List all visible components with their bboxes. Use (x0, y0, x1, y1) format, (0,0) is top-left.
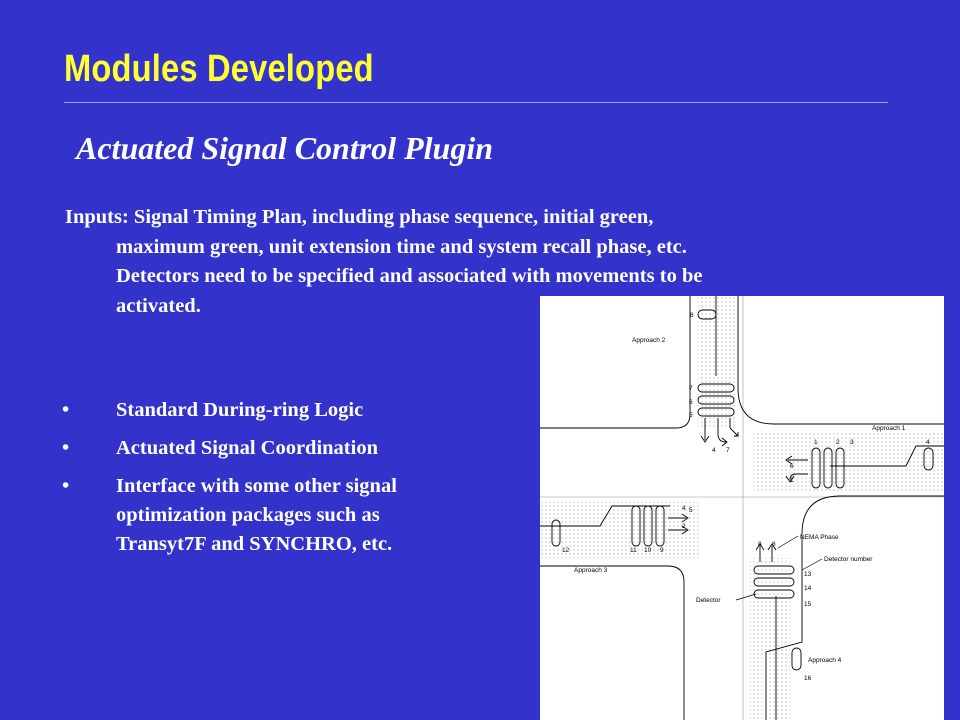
bullet-dot: • (62, 399, 70, 421)
title-divider (64, 102, 888, 103)
number-label: 7 (726, 447, 730, 454)
number-label: 7 (689, 385, 693, 392)
number-label: 8 (772, 541, 776, 548)
approach-1-label: Approach 1 (872, 425, 906, 432)
approach-2-label: Approach 2 (632, 337, 666, 344)
slide-title: Modules Developed (64, 48, 374, 90)
intersection-diagram (540, 296, 944, 720)
list-item (62, 434, 397, 463)
bullet-text: Standard During-ring Logic (116, 399, 364, 421)
curb-nw (540, 296, 690, 428)
number-label: 10 (644, 547, 652, 554)
inputs-line: maximum green, unit extension time and system recall phase, etc. (116, 235, 687, 258)
number-label: 5 (689, 412, 693, 419)
number-label: 4 (926, 439, 930, 446)
number-label: 15 (804, 601, 812, 608)
number-label: 4 (712, 447, 716, 454)
number-label: 11 (630, 547, 637, 554)
nema-phase-label: NEMA Phase (800, 534, 839, 541)
approach-3-label: Approach 3 (574, 567, 608, 574)
number-label: 8 (690, 312, 694, 319)
bullet-text: optimization packages such as (116, 504, 380, 526)
number-label: 13 (804, 571, 812, 578)
nema-phase-leader (778, 536, 798, 548)
curb-se (766, 496, 944, 720)
number-label: 9 (660, 547, 664, 554)
feature-list (62, 396, 397, 568)
detector-number-label: Detector number (824, 556, 873, 563)
bullet-text: Transyt7F and SYNCHRO, etc. (116, 533, 393, 555)
bullet-text: Actuated Signal Coordination (116, 437, 378, 459)
number-label: 8 (758, 541, 762, 548)
bullet-dot: • (62, 437, 70, 459)
bullet-dot: • (62, 475, 70, 497)
lane-dots-east (754, 432, 944, 492)
number-label: 2 (682, 523, 686, 530)
number-label: 4 (682, 505, 686, 512)
detector-loop (792, 648, 801, 670)
inputs-line: Inputs: Signal Timing Plan, including phase sequence, initial green, (65, 206, 654, 228)
slide-subtitle: Actuated Signal Control Plugin (76, 130, 493, 166)
number-label: 6 (790, 463, 794, 470)
number-label: 16 (804, 675, 812, 682)
list-item (62, 396, 397, 425)
detector-number-leader (802, 559, 822, 570)
number-label: 14 (804, 585, 812, 592)
curb-ne (738, 296, 944, 424)
number-label: 6 (689, 399, 693, 406)
number-label: 3 (850, 439, 854, 446)
number-label: 1 (814, 439, 818, 446)
curb-sw (540, 566, 684, 720)
number-label: 1 (790, 477, 794, 484)
inputs-line: Detectors need to be specified and associated with movements to be (116, 265, 703, 287)
number-label: 5 (689, 507, 693, 514)
list-item (62, 472, 397, 559)
approach-4-label: Approach 4 (808, 657, 842, 664)
number-label: 12 (562, 547, 570, 554)
lane-dots-south (750, 558, 790, 720)
intersection-svg (540, 296, 944, 720)
inputs-line: activated. (116, 294, 201, 317)
detector-label: Detector (696, 597, 721, 604)
bullet-text: Interface with some other signal (116, 475, 397, 497)
number-label: 2 (836, 439, 840, 446)
